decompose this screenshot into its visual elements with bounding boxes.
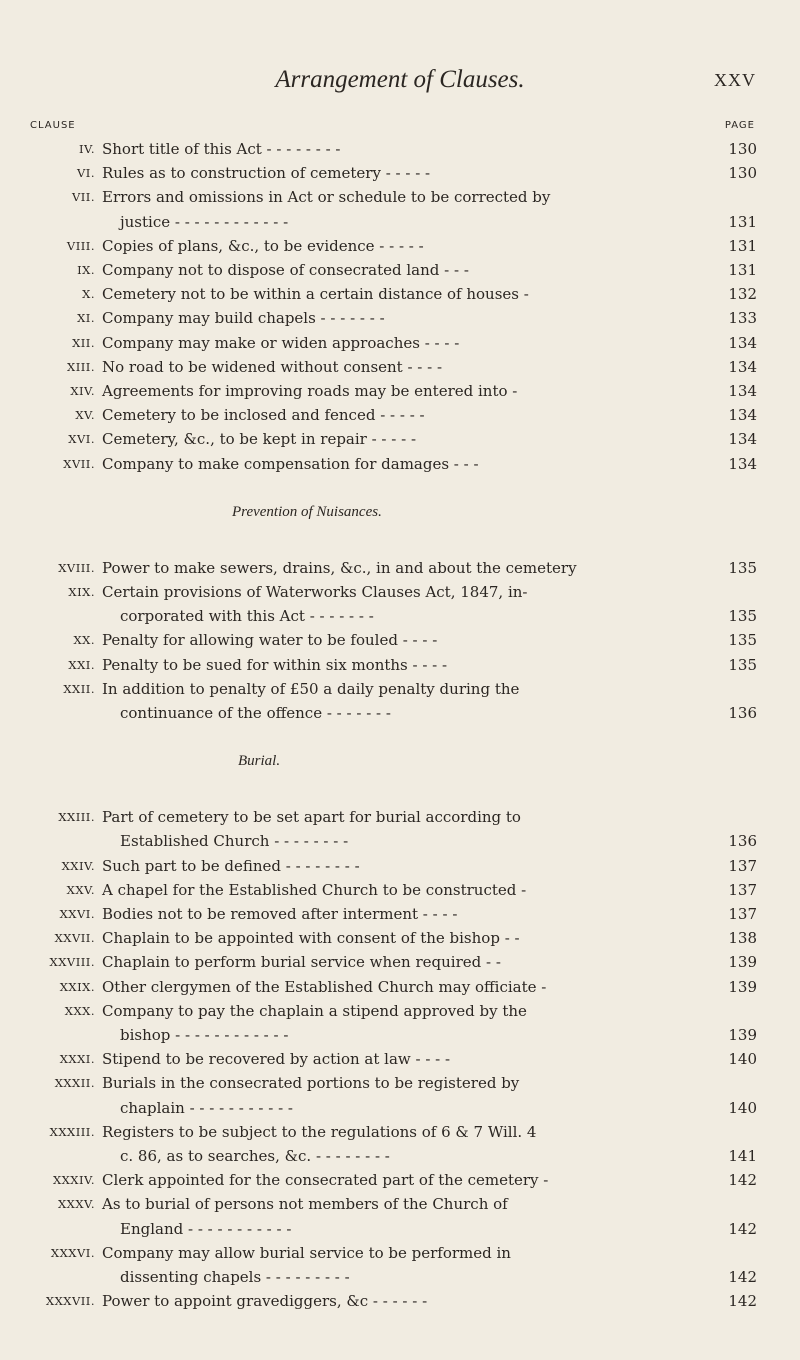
- clause-number: XIII.: [67, 359, 95, 374]
- clause-title: dissenting chapels - - - - - - - - -: [120, 1268, 350, 1286]
- clause-page-number: 135: [728, 655, 757, 674]
- clause-page-number: 138: [728, 929, 757, 948]
- clause-page-number: 134: [728, 454, 757, 473]
- section-heading: Burial.: [238, 753, 281, 770]
- clause-number: VI.: [76, 166, 95, 181]
- clause-entry-continuation: [0, 1098, 800, 1118]
- clause-number: XXX.: [64, 1003, 95, 1018]
- clause-entry: [0, 308, 800, 328]
- clause-page-number: 132: [728, 285, 757, 304]
- clause-title: justice - - - - - - - - - - - -: [120, 212, 289, 231]
- clause-page-number: 130: [728, 140, 757, 158]
- clause-entry: [0, 1049, 800, 1069]
- clause-title: As to burial of persons not members of the Church of: [102, 1195, 508, 1214]
- clause-title: Company to pay the chaplain a stipend approved by the: [102, 1001, 527, 1020]
- clause-number: XXXIV.: [52, 1173, 95, 1188]
- clause-number: XXXVII.: [45, 1294, 95, 1309]
- clause-entry: [0, 1291, 800, 1311]
- clause-entry: [0, 1194, 800, 1214]
- clause-entry: [0, 1001, 800, 1021]
- clause-title: Cemetery not to be within a certain distance of houses -: [102, 285, 529, 304]
- clause-page-number: 135: [728, 607, 757, 626]
- clause-entry: [0, 333, 800, 353]
- clause-number: XV.: [75, 408, 95, 423]
- clause-entry: [0, 139, 800, 159]
- clause-number: XX.: [73, 633, 95, 648]
- clause-entry-continuation: [0, 831, 800, 851]
- clause-entry: [0, 1170, 800, 1190]
- clause-number: XVIII.: [58, 560, 95, 575]
- clause-number: XXVIII.: [49, 955, 95, 970]
- clause-entry: [0, 236, 800, 256]
- clause-entry: [0, 679, 800, 699]
- clause-number: XXV.: [66, 882, 95, 897]
- clause-entry-continuation: [0, 212, 800, 232]
- clause-page-number: 140: [728, 1098, 757, 1117]
- page-column-heading: PAGE: [724, 120, 755, 131]
- clause-entry-continuation: [0, 1267, 800, 1287]
- clause-number: XVII.: [63, 456, 95, 471]
- clause-page-number: 139: [728, 953, 757, 972]
- clause-number: XI.: [77, 311, 95, 326]
- clause-number: XXVI.: [59, 907, 95, 921]
- clause-number: XXIV.: [61, 858, 95, 873]
- clause-page-number: 136: [728, 704, 757, 722]
- clause-entry: [0, 187, 800, 207]
- clause-title: Such part to be defined - - - - - - - -: [102, 856, 360, 875]
- clause-entry: [0, 381, 800, 401]
- clause-title: Penalty for allowing water to be fouled - - - -: [102, 631, 438, 650]
- clause-title: Rules as to construction of cemetery - - - - -: [102, 164, 431, 183]
- clause-title: c. 86, as to searches, &c. - - - - - - - -: [120, 1147, 390, 1165]
- clause-number: XXVII.: [54, 931, 95, 946]
- clause-title: England - - - - - - - - - - -: [120, 1219, 292, 1238]
- clause-title: corporated with this Act - - - - - - -: [120, 607, 374, 626]
- clause-title: Copies of plans, &c., to be evidence - - - - -: [102, 236, 424, 255]
- clause-number: XII.: [72, 335, 95, 350]
- clause-page-number: 135: [728, 558, 757, 577]
- clause-number: VIII.: [66, 238, 95, 253]
- clause-entry: [0, 904, 800, 924]
- clause-title: A chapel for the Established Church to be constructed -: [102, 880, 527, 899]
- section-heading: Prevention of Nuisances.: [232, 503, 382, 520]
- clause-title: Cemetery to be inclosed and fenced - - - - -: [102, 406, 425, 425]
- clause-title: continuance of the offence - - - - - - -: [120, 704, 391, 722]
- clause-entry: [0, 630, 800, 650]
- clause-number: XXXII.: [54, 1076, 95, 1091]
- clause-entry: [0, 655, 800, 675]
- clause-title: Power to appoint gravediggers, &c - - - - - -: [102, 1292, 428, 1311]
- clause-number: XXXI.: [59, 1052, 95, 1067]
- clause-page-number: 136: [728, 832, 757, 851]
- clause-page-number: 137: [728, 880, 757, 899]
- clause-title: Chaplain to be appointed with consent of the bishop - -: [102, 929, 520, 948]
- clause-page-number: 142: [728, 1171, 757, 1190]
- clause-title: Errors and omissions in Act or schedule to be corrected by: [102, 188, 551, 207]
- clause-title: Other clergymen of the Established Church may officiate -: [102, 977, 547, 996]
- clause-number: XXXV.: [57, 1197, 95, 1212]
- clause-number: IV.: [79, 142, 95, 156]
- clause-entry: [0, 260, 800, 280]
- clause-entry-continuation: [0, 1146, 800, 1166]
- clause-title: Power to make sewers, drains, &c., in and about the cemetery: [102, 558, 577, 577]
- clause-page-number: 135: [728, 631, 757, 650]
- clause-entry-continuation: [0, 703, 800, 723]
- clause-title: Company may allow burial service to be performed in: [102, 1243, 511, 1262]
- clause-title: Company not to dispose of consecrated land - - -: [102, 261, 469, 279]
- clause-title: Registers to be subject to the regulations of 6 & 7 Will. 4: [102, 1122, 537, 1141]
- clause-entry-continuation: [0, 1219, 800, 1239]
- clause-entry-continuation: [0, 606, 800, 626]
- clause-page-number: 140: [728, 1050, 757, 1069]
- clause-number: XIV.: [70, 384, 95, 398]
- clause-title: Bodies not to be removed after interment - - - -: [102, 905, 458, 923]
- clause-number: X.: [82, 287, 95, 302]
- clause-page-number: 131: [728, 212, 757, 231]
- clause-entry: [0, 454, 800, 474]
- clause-page-number: 137: [728, 856, 757, 875]
- clause-entry: [0, 357, 800, 377]
- clause-entry: [0, 405, 800, 425]
- running-head: [0, 66, 800, 98]
- clause-title: Company may make or widen approaches - - - -: [102, 333, 460, 352]
- clause-number: XXII.: [63, 681, 95, 696]
- clause-number: IX.: [77, 263, 95, 277]
- clause-column-heading: CLAUSE: [30, 120, 76, 131]
- running-head-title: Arrangement of Clauses.: [275, 66, 525, 93]
- clause-page-number: 130: [728, 164, 757, 183]
- clause-title: Certain provisions of Waterworks Clauses Act, 1847, in-: [102, 583, 528, 601]
- clause-page-number: 139: [728, 977, 757, 996]
- clause-title: Chaplain to perform burial service when required - -: [102, 953, 501, 972]
- clause-title: Cemetery, &c., to be kept in repair - - - - -: [102, 430, 417, 449]
- clause-number: XXXVI.: [50, 1245, 95, 1260]
- clause-title: In addition to penalty of £50 a daily penalty during the: [102, 679, 520, 698]
- clause-title: Clerk appointed for the consecrated part of the cemetery -: [102, 1171, 549, 1190]
- clause-page-number: 142: [728, 1292, 757, 1311]
- running-head-page-number: XXV: [714, 70, 756, 90]
- clause-entry: [0, 880, 800, 900]
- clause-title: Company to make compensation for damages - - -: [102, 454, 479, 473]
- clause-page-number: 134: [728, 430, 757, 449]
- clause-page-number: 142: [728, 1219, 757, 1238]
- clause-page-number: 131: [728, 236, 757, 255]
- clause-title: Part of cemetery to be set apart for burial according to: [102, 808, 521, 827]
- clause-number: XIX.: [68, 585, 95, 599]
- clause-number: XXI.: [68, 657, 95, 672]
- clause-entry: [0, 1073, 800, 1093]
- clause-entry: [0, 807, 800, 827]
- clause-title: No road to be widened without consent - - - -: [102, 357, 443, 376]
- clause-title: Agreements for improving roads may be entered into -: [102, 382, 518, 400]
- clause-number: XXIX.: [59, 979, 95, 994]
- clause-title: bishop - - - - - - - - - - - -: [120, 1026, 289, 1044]
- clause-entry: [0, 429, 800, 449]
- clause-number: VII.: [71, 190, 95, 205]
- clause-entry: [0, 977, 800, 997]
- clause-page-number: 134: [728, 382, 757, 400]
- clause-page-number: 139: [728, 1026, 757, 1044]
- clause-entry: [0, 163, 800, 183]
- clause-entry: [0, 1122, 800, 1142]
- clause-title: Established Church - - - - - - - -: [120, 832, 349, 851]
- clause-page-number: 141: [728, 1147, 757, 1165]
- clause-title: Short title of this Act - - - - - - - -: [102, 140, 341, 158]
- clause-entry: [0, 952, 800, 972]
- clause-page-number: 134: [728, 357, 757, 376]
- clause-entry-continuation: [0, 1025, 800, 1045]
- clause-page-number: 134: [728, 333, 757, 352]
- clause-title: Stipend to be recovered by action at law - - - -: [102, 1050, 451, 1069]
- clause-page-number: 142: [728, 1268, 757, 1286]
- clause-entry: [0, 558, 800, 578]
- clause-entry: [0, 284, 800, 304]
- clause-number: XXXIII.: [49, 1124, 95, 1139]
- clause-title: chaplain - - - - - - - - - - -: [120, 1098, 294, 1117]
- clause-entry: [0, 856, 800, 876]
- clause-entry: [0, 582, 800, 602]
- clause-page-number: 131: [728, 261, 757, 279]
- clause-page-number: 134: [728, 406, 757, 425]
- clause-number: XVI.: [68, 432, 95, 447]
- clause-title: Company may build chapels - - - - - - -: [102, 309, 385, 328]
- clause-entry: [0, 928, 800, 948]
- clause-number: XXIII.: [58, 810, 95, 825]
- clause-entry: [0, 1243, 800, 1263]
- clause-page-number: 137: [728, 905, 757, 923]
- clause-title: Burials in the consecrated portions to be registered by: [102, 1074, 520, 1093]
- clause-title: Penalty to be sued for within six months - - - -: [102, 655, 448, 674]
- clause-page-number: 133: [728, 309, 757, 328]
